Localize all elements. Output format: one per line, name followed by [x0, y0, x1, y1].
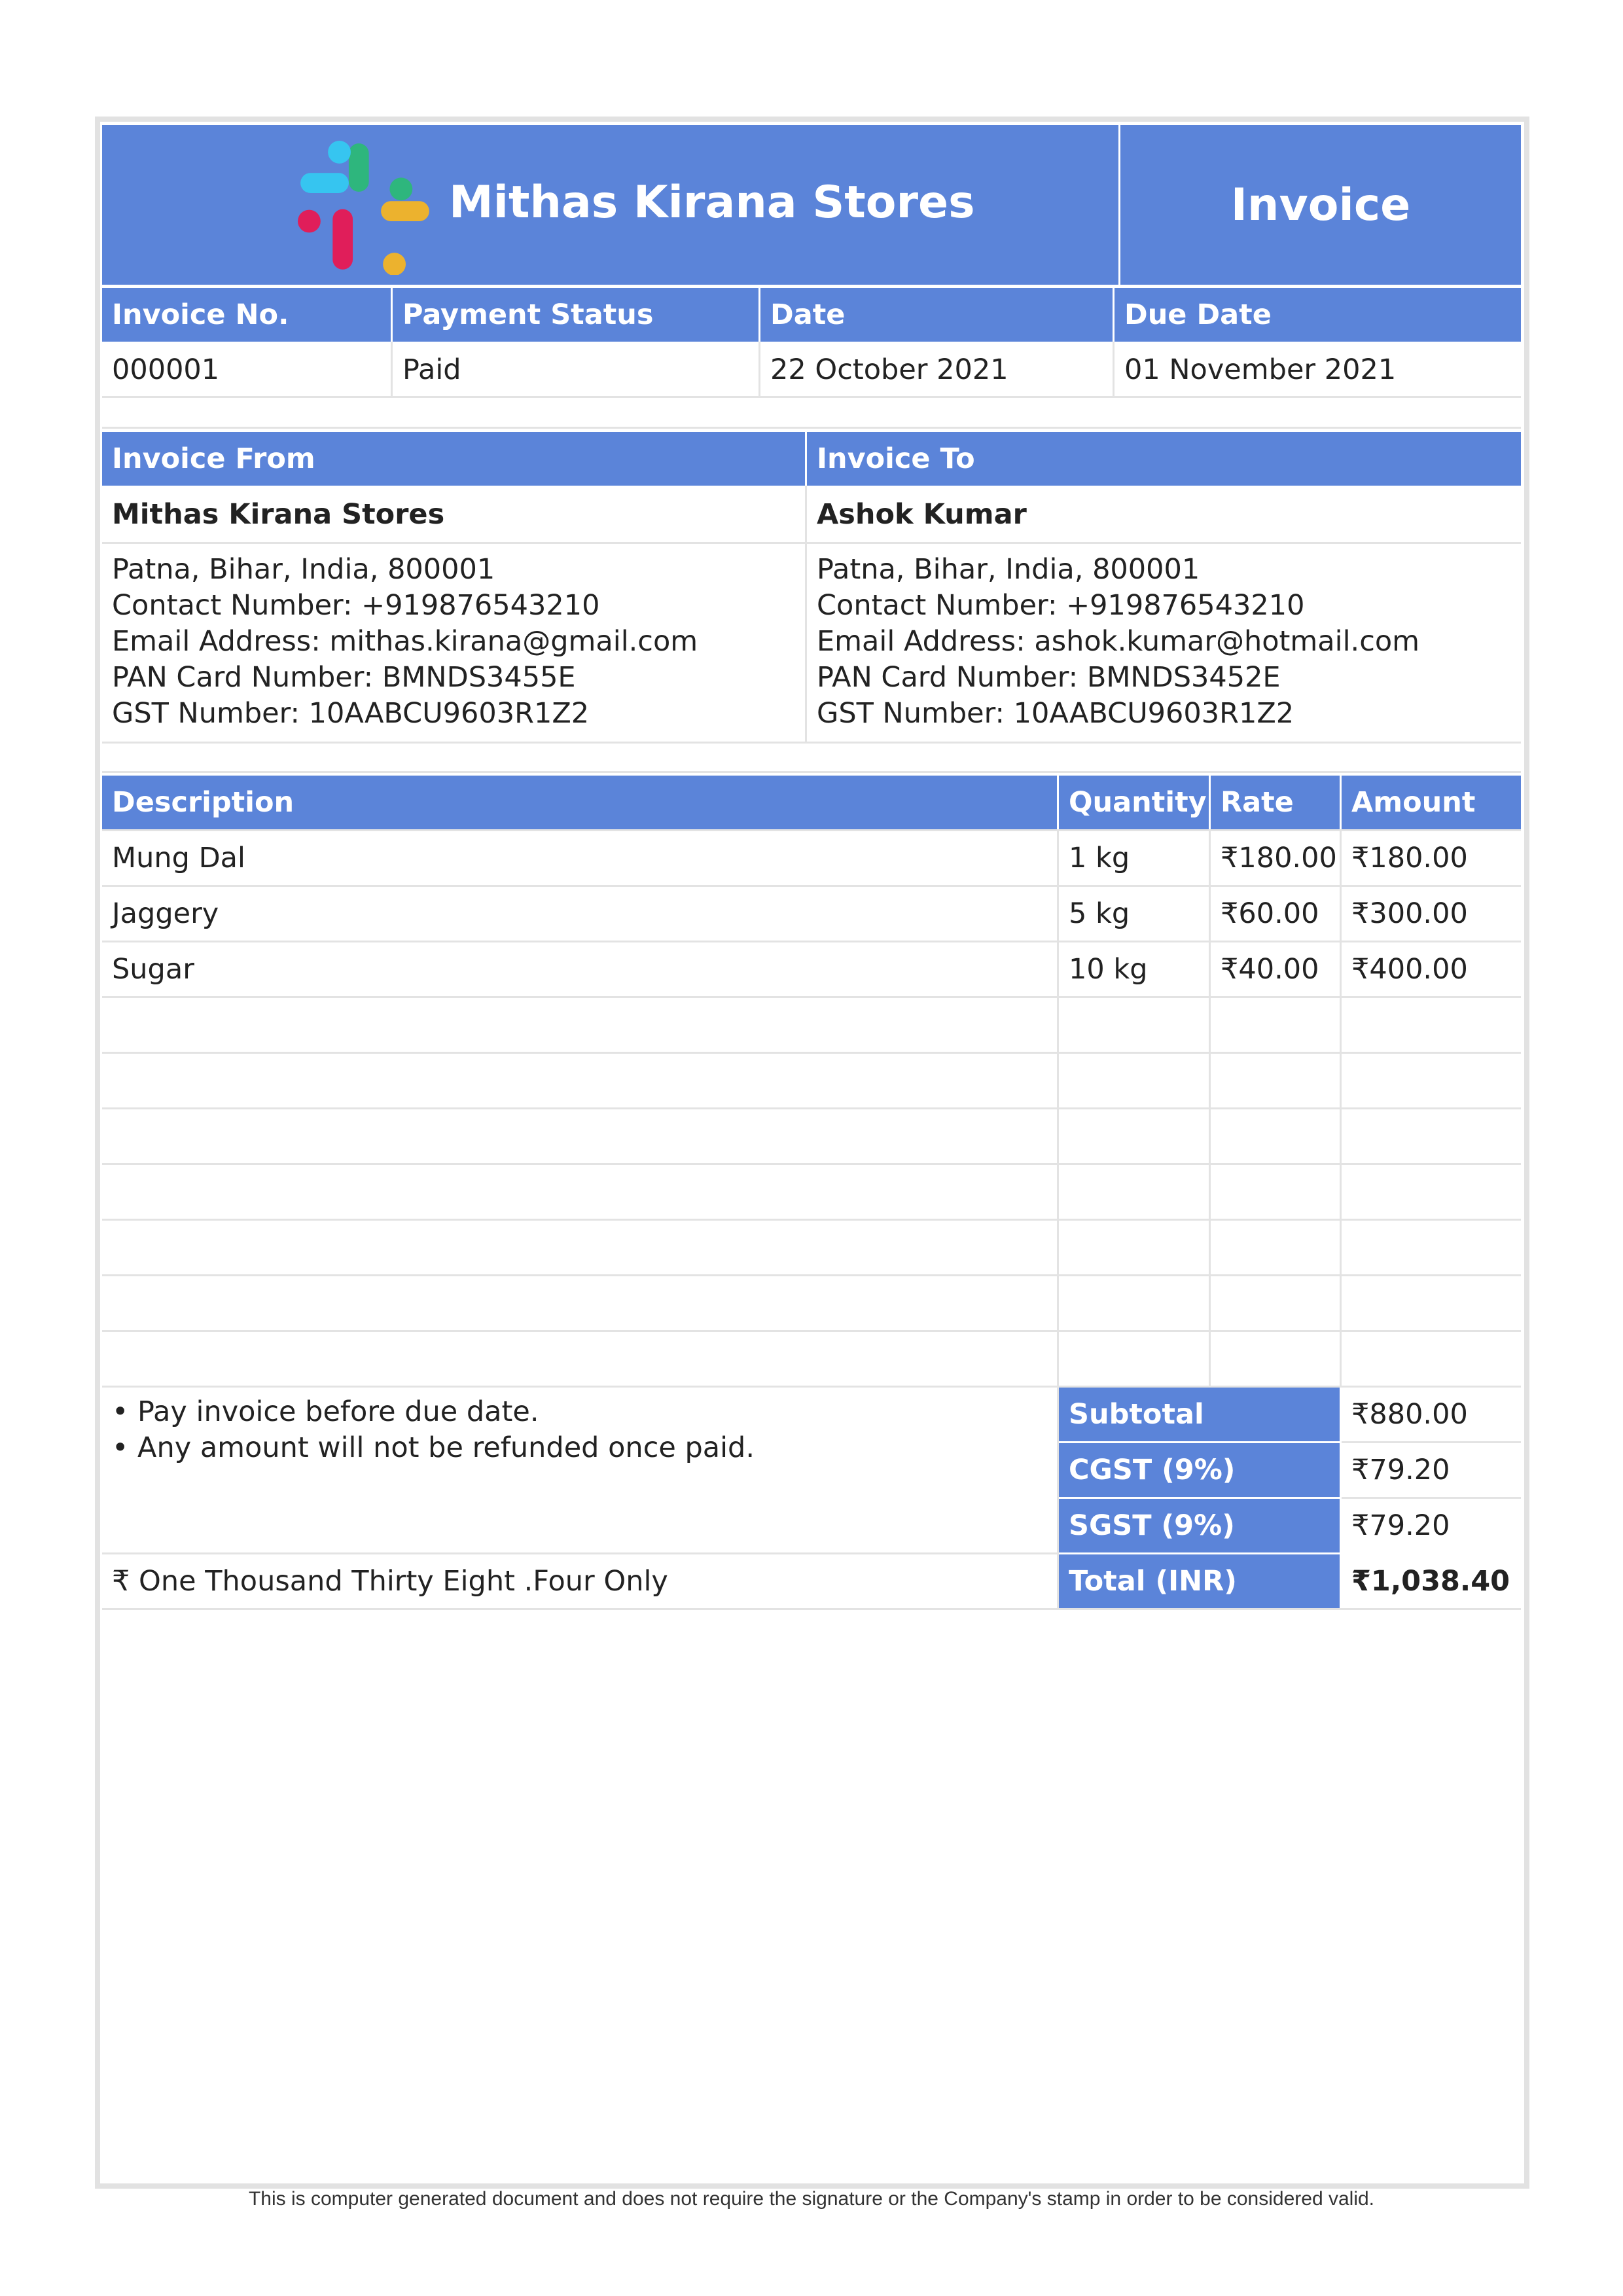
meta-label-payment-status: Payment Status	[393, 288, 758, 342]
sgst-value: ₹79.20	[1342, 1499, 1521, 1552]
to-details	[807, 542, 1521, 742]
row-divider	[102, 1163, 1521, 1165]
sgst-label: SGST (9%)	[1059, 1499, 1340, 1552]
from-address: Patna, Bihar, India, 800001	[112, 553, 495, 586]
to-address: Patna, Bihar, India, 800001	[817, 553, 1200, 586]
cgst-value: ₹79.20	[1342, 1443, 1521, 1497]
from-heading: Invoice From	[102, 432, 805, 486]
item-amount: ₹300.00	[1342, 887, 1521, 941]
divider	[102, 396, 1521, 398]
divider	[1342, 1441, 1521, 1443]
divider	[1113, 342, 1115, 397]
note-line: • Any amount will not be refunded once paid.	[112, 1431, 755, 1464]
col-divider	[1340, 829, 1342, 1388]
from-details	[102, 542, 805, 742]
notes	[102, 1388, 1057, 1551]
divider	[1057, 1388, 1059, 1610]
item-amount: ₹400.00	[1342, 942, 1521, 996]
meta-label-due-date: Due Date	[1115, 288, 1521, 342]
from-contact: Contact Number: +919876543210	[112, 589, 600, 622]
col-rate: Rate	[1211, 776, 1340, 829]
banner-divider	[1118, 125, 1120, 285]
col-quantity: Quantity	[1059, 776, 1209, 829]
row-divider	[102, 1219, 1521, 1221]
divider	[1342, 1497, 1521, 1499]
divider	[805, 486, 807, 742]
from-pan: PAN Card Number: BMNDS3455E	[112, 661, 576, 694]
divider	[102, 427, 1521, 429]
to-pan: PAN Card Number: BMNDS3452E	[817, 661, 1281, 694]
col-divider	[1057, 829, 1059, 1388]
item-amount: ₹180.00	[1342, 831, 1521, 885]
to-name: Ashok Kumar	[807, 488, 1521, 541]
to-heading: Invoice To	[807, 432, 1521, 486]
amount-in-words: ₹ One Thousand Thirty Eight .Four Only	[102, 1554, 1057, 1608]
to-contact: Contact Number: +919876543210	[817, 589, 1305, 622]
divider	[102, 1608, 1521, 1610]
to-email: Email Address: ashok.kumar@hotmail.com	[817, 625, 1420, 658]
row-divider	[102, 941, 1521, 942]
company-name: Mithas Kirana Stores	[449, 177, 975, 228]
item-rate: ₹40.00	[1211, 942, 1340, 996]
meta-value-date: 22 October 2021	[760, 344, 1113, 396]
doc-title: Invoice	[1230, 179, 1411, 231]
from-name: Mithas Kirana Stores	[102, 488, 805, 541]
from-gst: GST Number: 10AABCU9603R1Z2	[112, 697, 590, 730]
meta-label-date: Date	[760, 288, 1113, 342]
doc-title-banner	[1120, 125, 1521, 285]
item-quantity: 5 kg	[1059, 887, 1209, 941]
footer-note: This is computer generated document and does not require the signature or the Company's stamp in order to be considered valid.	[248, 2188, 1375, 2210]
slack-logo-icon	[298, 141, 432, 275]
item-description: Sugar	[102, 942, 1057, 996]
divider	[102, 771, 1521, 773]
item-description: Mung Dal	[102, 831, 1057, 885]
cgst-label: CGST (9%)	[1059, 1443, 1340, 1497]
col-description: Description	[102, 776, 1057, 829]
meta-value-invoice-no: 000001	[102, 344, 391, 396]
row-divider	[102, 1107, 1521, 1109]
item-rate: ₹180.00	[1211, 831, 1340, 885]
row-divider	[102, 1052, 1521, 1054]
meta-value-due-date: 01 November 2021	[1115, 344, 1521, 396]
meta-value-payment-status: Paid	[393, 344, 758, 396]
item-description: Jaggery	[102, 887, 1057, 941]
subtotal-value: ₹880.00	[1342, 1388, 1521, 1441]
row-divider	[102, 885, 1521, 887]
divider	[758, 342, 760, 397]
total-value: ₹1,038.40	[1342, 1554, 1521, 1608]
to-gst: GST Number: 10AABCU9603R1Z2	[817, 697, 1294, 730]
row-divider	[102, 829, 1521, 831]
from-email: Email Address: mithas.kirana@gmail.com	[112, 625, 698, 658]
row-divider	[102, 1330, 1521, 1332]
col-amount: Amount	[1342, 776, 1521, 829]
item-rate: ₹60.00	[1211, 887, 1340, 941]
note-line: • Pay invoice before due date.	[112, 1395, 539, 1428]
subtotal-label: Subtotal	[1059, 1388, 1340, 1441]
total-label: Total (INR)	[1059, 1554, 1340, 1608]
item-quantity: 10 kg	[1059, 942, 1209, 996]
item-quantity: 1 kg	[1059, 831, 1209, 885]
meta-label-invoice-no: Invoice No.	[102, 288, 391, 342]
row-divider	[102, 996, 1521, 998]
row-divider	[102, 1274, 1521, 1276]
divider	[391, 342, 393, 397]
divider	[102, 742, 1521, 744]
col-divider	[1209, 829, 1211, 1388]
